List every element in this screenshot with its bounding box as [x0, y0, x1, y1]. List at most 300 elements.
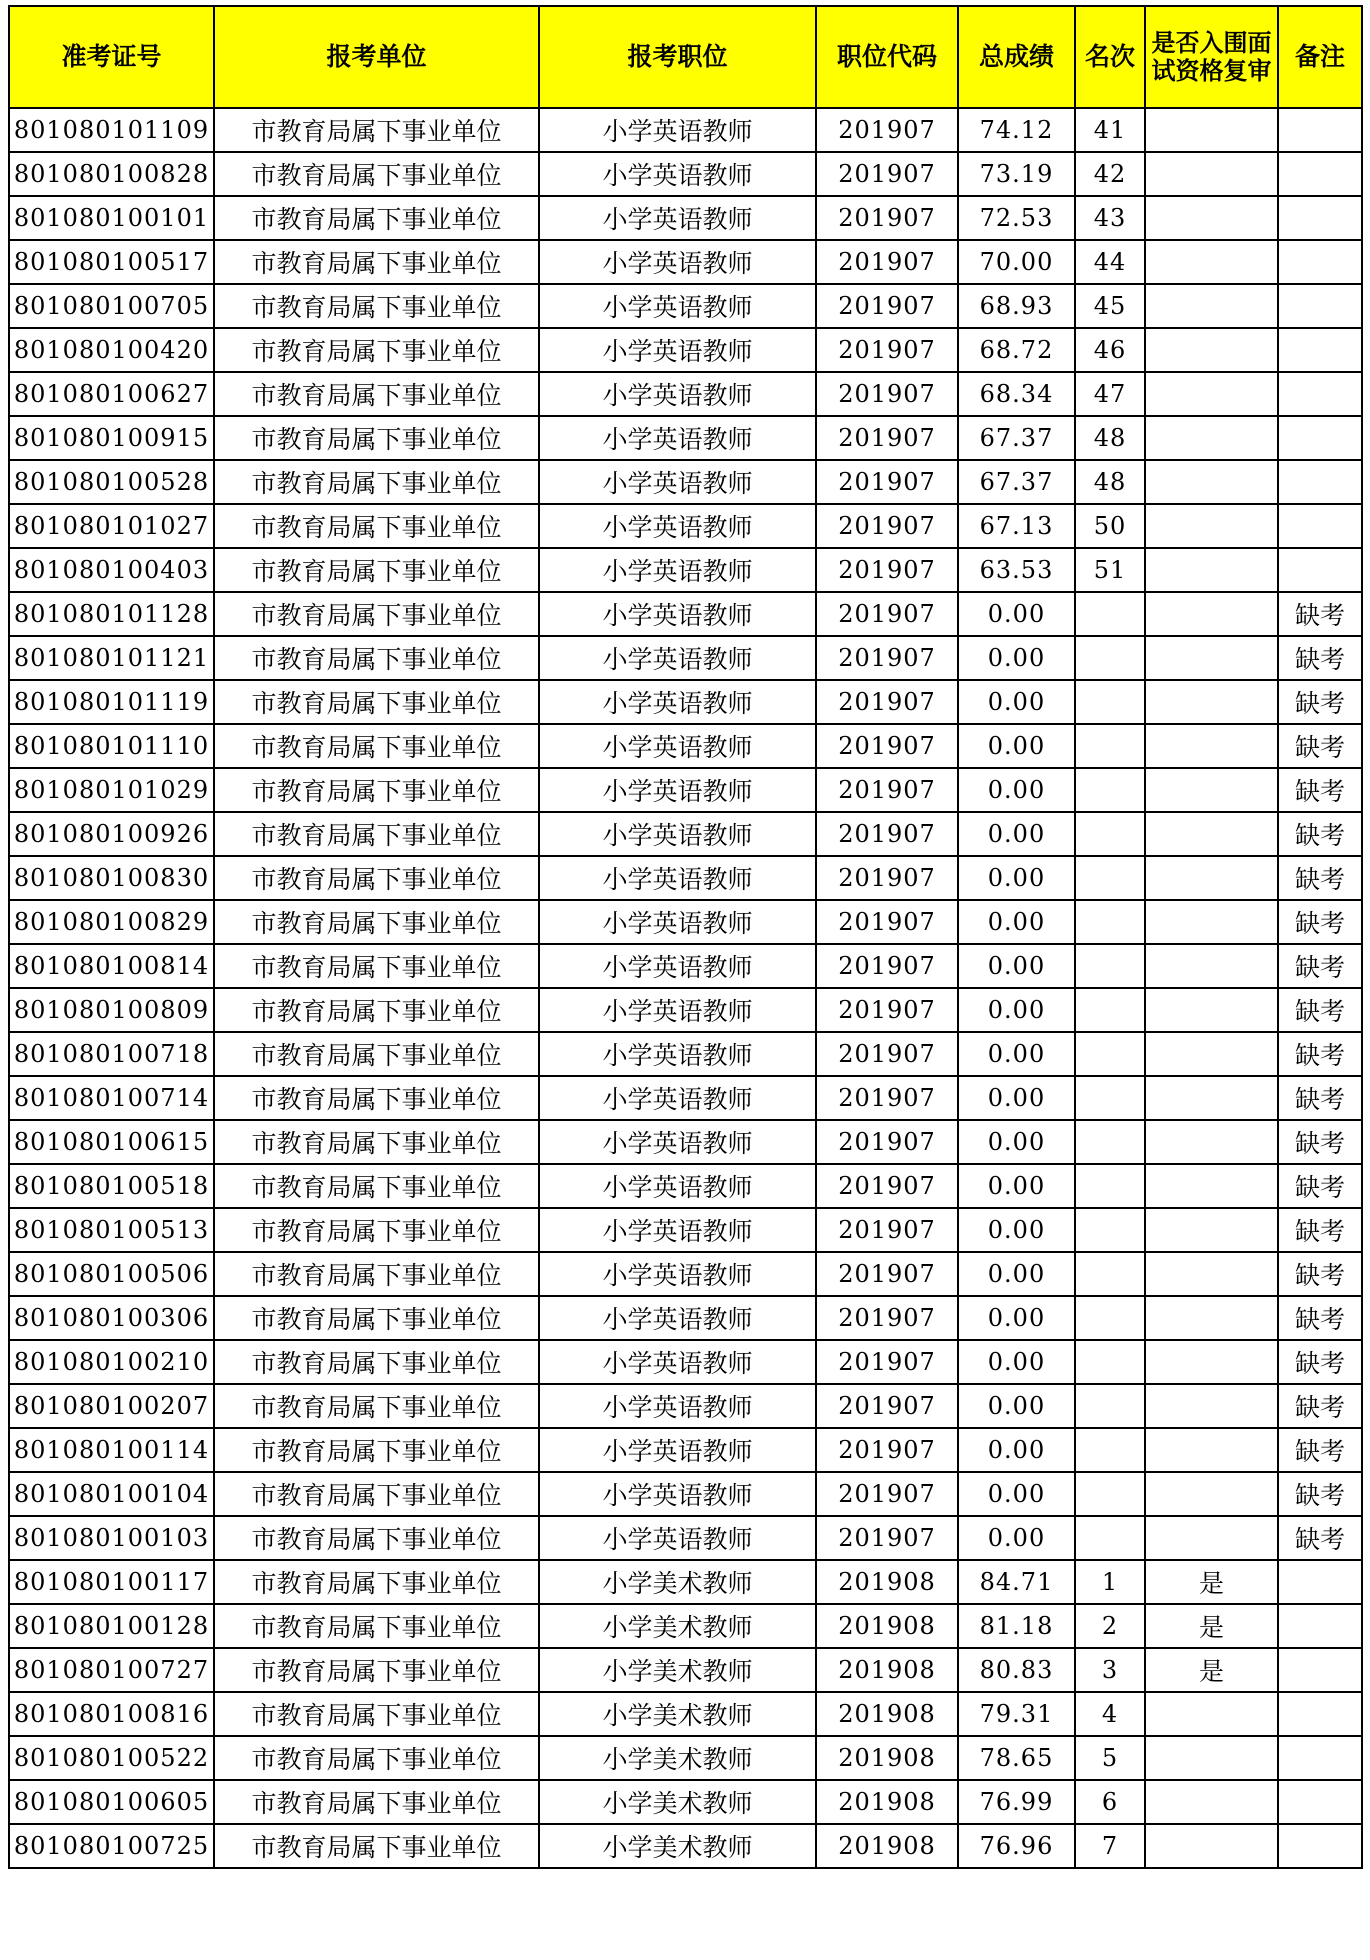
table-row: [9, 900, 1362, 944]
unit-cell: 市教育局属下事业单位: [214, 504, 539, 548]
position-cell: 小学英语教师: [539, 284, 816, 328]
shortlisted-cell: [1145, 548, 1278, 592]
position-code-cell: 201907: [816, 1208, 958, 1252]
rank-cell: 48: [1075, 416, 1145, 460]
exam-id-cell: 801080100727: [9, 1648, 214, 1692]
position-cell: 小学英语教师: [539, 1076, 816, 1120]
header-rank: 名次: [1075, 6, 1145, 108]
total-score-cell: 68.34: [958, 372, 1075, 416]
rank-cell: [1075, 1472, 1145, 1516]
remarks-cell: 缺考: [1278, 592, 1362, 636]
remarks-cell: [1278, 504, 1362, 548]
shortlisted-cell: [1145, 460, 1278, 504]
position-cell: 小学英语教师: [539, 1164, 816, 1208]
position-code-cell: 201907: [816, 1384, 958, 1428]
shortlisted-cell: [1145, 856, 1278, 900]
total-score-cell: 72.53: [958, 196, 1075, 240]
total-score-cell: 0.00: [958, 1076, 1075, 1120]
shortlisted-cell: [1145, 1208, 1278, 1252]
rank-cell: [1075, 1120, 1145, 1164]
rank-cell: [1075, 724, 1145, 768]
remarks-cell: 缺考: [1278, 1516, 1362, 1560]
total-score-cell: 0.00: [958, 1472, 1075, 1516]
remarks-cell: 缺考: [1278, 1296, 1362, 1340]
unit-cell: 市教育局属下事业单位: [214, 1604, 539, 1648]
shortlisted-cell: [1145, 416, 1278, 460]
position-cell: 小学英语教师: [539, 812, 816, 856]
shortlisted-cell: [1145, 1472, 1278, 1516]
table-row: [9, 152, 1362, 196]
total-score-cell: 0.00: [958, 636, 1075, 680]
total-score-cell: 0.00: [958, 1296, 1075, 1340]
exam-id-cell: 801080100403: [9, 548, 214, 592]
position-code-cell: 201907: [816, 1032, 958, 1076]
shortlisted-cell: [1145, 1736, 1278, 1780]
unit-cell: 市教育局属下事业单位: [214, 1384, 539, 1428]
table-row: [9, 1120, 1362, 1164]
position-cell: 小学英语教师: [539, 592, 816, 636]
exam-id-cell: 801080100627: [9, 372, 214, 416]
exam-id-cell: 801080100830: [9, 856, 214, 900]
shortlisted-cell: [1145, 284, 1278, 328]
position-code-cell: 201908: [816, 1604, 958, 1648]
remarks-cell: 缺考: [1278, 1120, 1362, 1164]
position-cell: 小学英语教师: [539, 460, 816, 504]
total-score-cell: 68.72: [958, 328, 1075, 372]
remarks-cell: [1278, 1648, 1362, 1692]
unit-cell: 市教育局属下事业单位: [214, 1560, 539, 1604]
exam-id-cell: 801080100306: [9, 1296, 214, 1340]
rank-cell: [1075, 988, 1145, 1032]
position-cell: 小学美术教师: [539, 1780, 816, 1824]
position-code-cell: 201907: [816, 988, 958, 1032]
total-score-cell: 76.96: [958, 1824, 1075, 1868]
total-score-cell: 63.53: [958, 548, 1075, 592]
results-table: [8, 5, 1363, 1869]
exam-id-cell: 801080100420: [9, 328, 214, 372]
rank-cell: [1075, 856, 1145, 900]
remarks-cell: [1278, 240, 1362, 284]
table-row: [9, 724, 1362, 768]
position-code-cell: 201907: [816, 1472, 958, 1516]
exam-id-cell: 801080100117: [9, 1560, 214, 1604]
position-code-cell: 201907: [816, 856, 958, 900]
rank-cell: [1075, 1076, 1145, 1120]
rank-cell: [1075, 1164, 1145, 1208]
shortlisted-cell: [1145, 196, 1278, 240]
rank-cell: [1075, 1032, 1145, 1076]
unit-cell: 市教育局属下事业单位: [214, 240, 539, 284]
table-row: [9, 328, 1362, 372]
total-score-cell: 0.00: [958, 1120, 1075, 1164]
shortlisted-cell: [1145, 812, 1278, 856]
rank-cell: 43: [1075, 196, 1145, 240]
position-cell: 小学英语教师: [539, 1472, 816, 1516]
position-code-cell: 201907: [816, 636, 958, 680]
table-row: [9, 1604, 1362, 1648]
remarks-cell: [1278, 108, 1362, 152]
position-code-cell: 201907: [816, 724, 958, 768]
position-cell: 小学英语教师: [539, 680, 816, 724]
position-code-cell: 201907: [816, 1296, 958, 1340]
exam-id-cell: 801080100605: [9, 1780, 214, 1824]
position-code-cell: 201908: [816, 1560, 958, 1604]
shortlisted-cell: 是: [1145, 1604, 1278, 1648]
exam-id-cell: 801080100513: [9, 1208, 214, 1252]
table-row: [9, 1692, 1362, 1736]
total-score-cell: 0.00: [958, 768, 1075, 812]
position-code-cell: 201907: [816, 592, 958, 636]
position-code-cell: 201907: [816, 944, 958, 988]
position-code-cell: 201907: [816, 1516, 958, 1560]
table-row: [9, 1736, 1362, 1780]
rank-cell: 41: [1075, 108, 1145, 152]
exam-id-cell: 801080100101: [9, 196, 214, 240]
rank-cell: [1075, 636, 1145, 680]
total-score-cell: 73.19: [958, 152, 1075, 196]
position-code-cell: 201908: [816, 1780, 958, 1824]
exam-id-cell: 801080100518: [9, 1164, 214, 1208]
table-row: [9, 812, 1362, 856]
shortlisted-cell: [1145, 944, 1278, 988]
exam-id-cell: 801080100705: [9, 284, 214, 328]
shortlisted-cell: [1145, 504, 1278, 548]
total-score-cell: 0.00: [958, 900, 1075, 944]
rank-cell: [1075, 1516, 1145, 1560]
position-cell: 小学英语教师: [539, 1296, 816, 1340]
position-cell: 小学英语教师: [539, 240, 816, 284]
position-code-cell: 201907: [816, 416, 958, 460]
exam-id-cell: 801080100615: [9, 1120, 214, 1164]
shortlisted-cell: [1145, 240, 1278, 284]
position-cell: 小学英语教师: [539, 328, 816, 372]
header-shortlisted: 是否入围面试资格复审: [1145, 6, 1278, 108]
total-score-cell: 78.65: [958, 1736, 1075, 1780]
rank-cell: 1: [1075, 1560, 1145, 1604]
position-cell: 小学英语教师: [539, 768, 816, 812]
unit-cell: 市教育局属下事业单位: [214, 416, 539, 460]
position-code-cell: 201907: [816, 108, 958, 152]
exam-id-cell: 801080100128: [9, 1604, 214, 1648]
remarks-cell: 缺考: [1278, 1252, 1362, 1296]
exam-id-cell: 801080100814: [9, 944, 214, 988]
remarks-cell: [1278, 372, 1362, 416]
table-row: [9, 988, 1362, 1032]
shortlisted-cell: [1145, 1516, 1278, 1560]
position-cell: 小学英语教师: [539, 372, 816, 416]
rank-cell: 45: [1075, 284, 1145, 328]
total-score-cell: 0.00: [958, 724, 1075, 768]
rank-cell: 51: [1075, 548, 1145, 592]
unit-cell: 市教育局属下事业单位: [214, 1296, 539, 1340]
shortlisted-cell: [1145, 1824, 1278, 1868]
header-exam-id: 准考证号: [9, 6, 214, 108]
shortlisted-cell: [1145, 1384, 1278, 1428]
remarks-cell: 缺考: [1278, 724, 1362, 768]
table-row: [9, 416, 1362, 460]
rank-cell: 4: [1075, 1692, 1145, 1736]
unit-cell: 市教育局属下事业单位: [214, 1076, 539, 1120]
remarks-cell: 缺考: [1278, 1208, 1362, 1252]
remarks-cell: [1278, 1560, 1362, 1604]
table-row: [9, 1384, 1362, 1428]
rank-cell: 46: [1075, 328, 1145, 372]
table-row: [9, 460, 1362, 504]
total-score-cell: 0.00: [958, 856, 1075, 900]
total-score-cell: 67.37: [958, 460, 1075, 504]
exam-id-cell: 801080101128: [9, 592, 214, 636]
position-code-cell: 201907: [816, 152, 958, 196]
position-cell: 小学英语教师: [539, 724, 816, 768]
rank-cell: 42: [1075, 152, 1145, 196]
position-code-cell: 201907: [816, 284, 958, 328]
position-code-cell: 201907: [816, 504, 958, 548]
table-row: [9, 1252, 1362, 1296]
unit-cell: 市教育局属下事业单位: [214, 196, 539, 240]
total-score-cell: 0.00: [958, 1032, 1075, 1076]
unit-cell: 市教育局属下事业单位: [214, 944, 539, 988]
total-score-cell: 0.00: [958, 1164, 1075, 1208]
exam-id-cell: 801080100517: [9, 240, 214, 284]
unit-cell: 市教育局属下事业单位: [214, 1472, 539, 1516]
rank-cell: [1075, 812, 1145, 856]
unit-cell: 市教育局属下事业单位: [214, 1120, 539, 1164]
unit-cell: 市教育局属下事业单位: [214, 812, 539, 856]
unit-cell: 市教育局属下事业单位: [214, 1736, 539, 1780]
shortlisted-cell: [1145, 724, 1278, 768]
shortlisted-cell: [1145, 592, 1278, 636]
remarks-cell: 缺考: [1278, 1164, 1362, 1208]
total-score-cell: 80.83: [958, 1648, 1075, 1692]
exam-id-cell: 801080100725: [9, 1824, 214, 1868]
position-code-cell: 201907: [816, 680, 958, 724]
rank-cell: [1075, 1296, 1145, 1340]
position-cell: 小学英语教师: [539, 196, 816, 240]
shortlisted-cell: [1145, 1428, 1278, 1472]
table-row: [9, 1032, 1362, 1076]
remarks-cell: 缺考: [1278, 680, 1362, 724]
remarks-cell: 缺考: [1278, 1340, 1362, 1384]
rank-cell: [1075, 680, 1145, 724]
total-score-cell: 0.00: [958, 592, 1075, 636]
unit-cell: 市教育局属下事业单位: [214, 152, 539, 196]
table-row: [9, 1472, 1362, 1516]
exam-id-cell: 801080100103: [9, 1516, 214, 1560]
position-cell: 小学英语教师: [539, 548, 816, 592]
remarks-cell: [1278, 1824, 1362, 1868]
position-cell: 小学英语教师: [539, 1384, 816, 1428]
exam-id-cell: 801080101027: [9, 504, 214, 548]
total-score-cell: 81.18: [958, 1604, 1075, 1648]
position-code-cell: 201907: [816, 240, 958, 284]
position-cell: 小学美术教师: [539, 1648, 816, 1692]
unit-cell: 市教育局属下事业单位: [214, 856, 539, 900]
remarks-cell: 缺考: [1278, 768, 1362, 812]
position-code-cell: 201907: [816, 548, 958, 592]
table-row: [9, 1560, 1362, 1604]
position-code-cell: 201907: [816, 1428, 958, 1472]
position-cell: 小学英语教师: [539, 152, 816, 196]
table-row: [9, 592, 1362, 636]
total-score-cell: 70.00: [958, 240, 1075, 284]
table-row: [9, 548, 1362, 592]
remarks-cell: 缺考: [1278, 1384, 1362, 1428]
shortlisted-cell: [1145, 328, 1278, 372]
unit-cell: 市教育局属下事业单位: [214, 460, 539, 504]
position-code-cell: 201907: [816, 1120, 958, 1164]
shortlisted-cell: [1145, 152, 1278, 196]
rank-cell: [1075, 1428, 1145, 1472]
table-row: [9, 1296, 1362, 1340]
table-row: [9, 636, 1362, 680]
header-unit: 报考单位: [214, 6, 539, 108]
remarks-cell: [1278, 416, 1362, 460]
shortlisted-cell: [1145, 1780, 1278, 1824]
position-cell: 小学英语教师: [539, 988, 816, 1032]
remarks-cell: 缺考: [1278, 944, 1362, 988]
rank-cell: 2: [1075, 1604, 1145, 1648]
rank-cell: 48: [1075, 460, 1145, 504]
position-code-cell: 201908: [816, 1648, 958, 1692]
unit-cell: 市教育局属下事业单位: [214, 900, 539, 944]
position-cell: 小学英语教师: [539, 1428, 816, 1472]
table-row: [9, 1824, 1362, 1868]
position-cell: 小学美术教师: [539, 1604, 816, 1648]
total-score-cell: 0.00: [958, 1208, 1075, 1252]
position-code-cell: 201907: [816, 1076, 958, 1120]
shortlisted-cell: [1145, 768, 1278, 812]
unit-cell: 市教育局属下事业单位: [214, 108, 539, 152]
exam-id-cell: 801080101119: [9, 680, 214, 724]
position-cell: 小学英语教师: [539, 1516, 816, 1560]
table-row: [9, 1516, 1362, 1560]
total-score-cell: 74.12: [958, 108, 1075, 152]
total-score-cell: 0.00: [958, 1384, 1075, 1428]
remarks-cell: [1278, 548, 1362, 592]
total-score-cell: 0.00: [958, 944, 1075, 988]
exam-id-cell: 801080100207: [9, 1384, 214, 1428]
unit-cell: 市教育局属下事业单位: [214, 592, 539, 636]
shortlisted-cell: [1145, 108, 1278, 152]
shortlisted-cell: [1145, 636, 1278, 680]
unit-cell: 市教育局属下事业单位: [214, 372, 539, 416]
position-cell: 小学英语教师: [539, 856, 816, 900]
unit-cell: 市教育局属下事业单位: [214, 284, 539, 328]
position-code-cell: 201907: [816, 196, 958, 240]
rank-cell: 44: [1075, 240, 1145, 284]
remarks-cell: [1278, 1604, 1362, 1648]
unit-cell: 市教育局属下事业单位: [214, 988, 539, 1032]
table-row: [9, 240, 1362, 284]
remarks-cell: [1278, 284, 1362, 328]
rank-cell: [1075, 1208, 1145, 1252]
exam-id-cell: 801080100210: [9, 1340, 214, 1384]
unit-cell: 市教育局属下事业单位: [214, 636, 539, 680]
shortlisted-cell: [1145, 900, 1278, 944]
remarks-cell: 缺考: [1278, 1428, 1362, 1472]
exam-id-cell: 801080100528: [9, 460, 214, 504]
table-row: [9, 1648, 1362, 1692]
position-code-cell: 201907: [816, 460, 958, 504]
exam-id-cell: 801080100522: [9, 1736, 214, 1780]
remarks-cell: 缺考: [1278, 1076, 1362, 1120]
position-cell: 小学英语教师: [539, 636, 816, 680]
shortlisted-cell: [1145, 680, 1278, 724]
unit-cell: 市教育局属下事业单位: [214, 548, 539, 592]
table-row: [9, 856, 1362, 900]
remarks-cell: [1278, 1736, 1362, 1780]
exam-id-cell: 801080100816: [9, 1692, 214, 1736]
rank-cell: 50: [1075, 504, 1145, 548]
header-remarks: 备注: [1278, 6, 1362, 108]
shortlisted-cell: 是: [1145, 1560, 1278, 1604]
position-cell: 小学英语教师: [539, 1032, 816, 1076]
total-score-cell: 84.71: [958, 1560, 1075, 1604]
header-row: [9, 6, 1362, 108]
remarks-cell: 缺考: [1278, 988, 1362, 1032]
rank-cell: 47: [1075, 372, 1145, 416]
table-row: [9, 1164, 1362, 1208]
table-row: [9, 504, 1362, 548]
table-row: [9, 1076, 1362, 1120]
shortlisted-cell: [1145, 1120, 1278, 1164]
remarks-cell: 缺考: [1278, 812, 1362, 856]
remarks-cell: 缺考: [1278, 856, 1362, 900]
remarks-cell: [1278, 328, 1362, 372]
rank-cell: [1075, 1340, 1145, 1384]
position-code-cell: 201907: [816, 812, 958, 856]
table-row: [9, 944, 1362, 988]
position-cell: 小学美术教师: [539, 1824, 816, 1868]
exam-id-cell: 801080101121: [9, 636, 214, 680]
position-cell: 小学英语教师: [539, 1120, 816, 1164]
header-position-code: 职位代码: [816, 6, 958, 108]
unit-cell: 市教育局属下事业单位: [214, 1208, 539, 1252]
position-cell: 小学美术教师: [539, 1692, 816, 1736]
shortlisted-cell: [1145, 1692, 1278, 1736]
rank-cell: [1075, 1384, 1145, 1428]
remarks-cell: 缺考: [1278, 1032, 1362, 1076]
position-cell: 小学美术教师: [539, 1736, 816, 1780]
total-score-cell: 68.93: [958, 284, 1075, 328]
remarks-cell: [1278, 196, 1362, 240]
header-position: 报考职位: [539, 6, 816, 108]
exam-id-cell: 801080101109: [9, 108, 214, 152]
position-cell: 小学美术教师: [539, 1560, 816, 1604]
unit-cell: 市教育局属下事业单位: [214, 1340, 539, 1384]
position-code-cell: 201908: [816, 1692, 958, 1736]
position-cell: 小学英语教师: [539, 1208, 816, 1252]
rank-cell: [1075, 592, 1145, 636]
rank-cell: 5: [1075, 1736, 1145, 1780]
total-score-cell: 67.13: [958, 504, 1075, 548]
remarks-cell: 缺考: [1278, 900, 1362, 944]
unit-cell: 市教育局属下事业单位: [214, 768, 539, 812]
shortlisted-cell: [1145, 1252, 1278, 1296]
unit-cell: 市教育局属下事业单位: [214, 1824, 539, 1868]
remarks-cell: 缺考: [1278, 636, 1362, 680]
table-row: [9, 768, 1362, 812]
unit-cell: 市教育局属下事业单位: [214, 1428, 539, 1472]
remarks-cell: [1278, 1780, 1362, 1824]
exam-id-cell: 801080100809: [9, 988, 214, 1032]
table-row: [9, 1428, 1362, 1472]
table-row: [9, 1340, 1362, 1384]
shortlisted-cell: [1145, 1076, 1278, 1120]
remarks-cell: [1278, 152, 1362, 196]
shortlisted-cell: [1145, 1164, 1278, 1208]
shortlisted-cell: [1145, 1032, 1278, 1076]
